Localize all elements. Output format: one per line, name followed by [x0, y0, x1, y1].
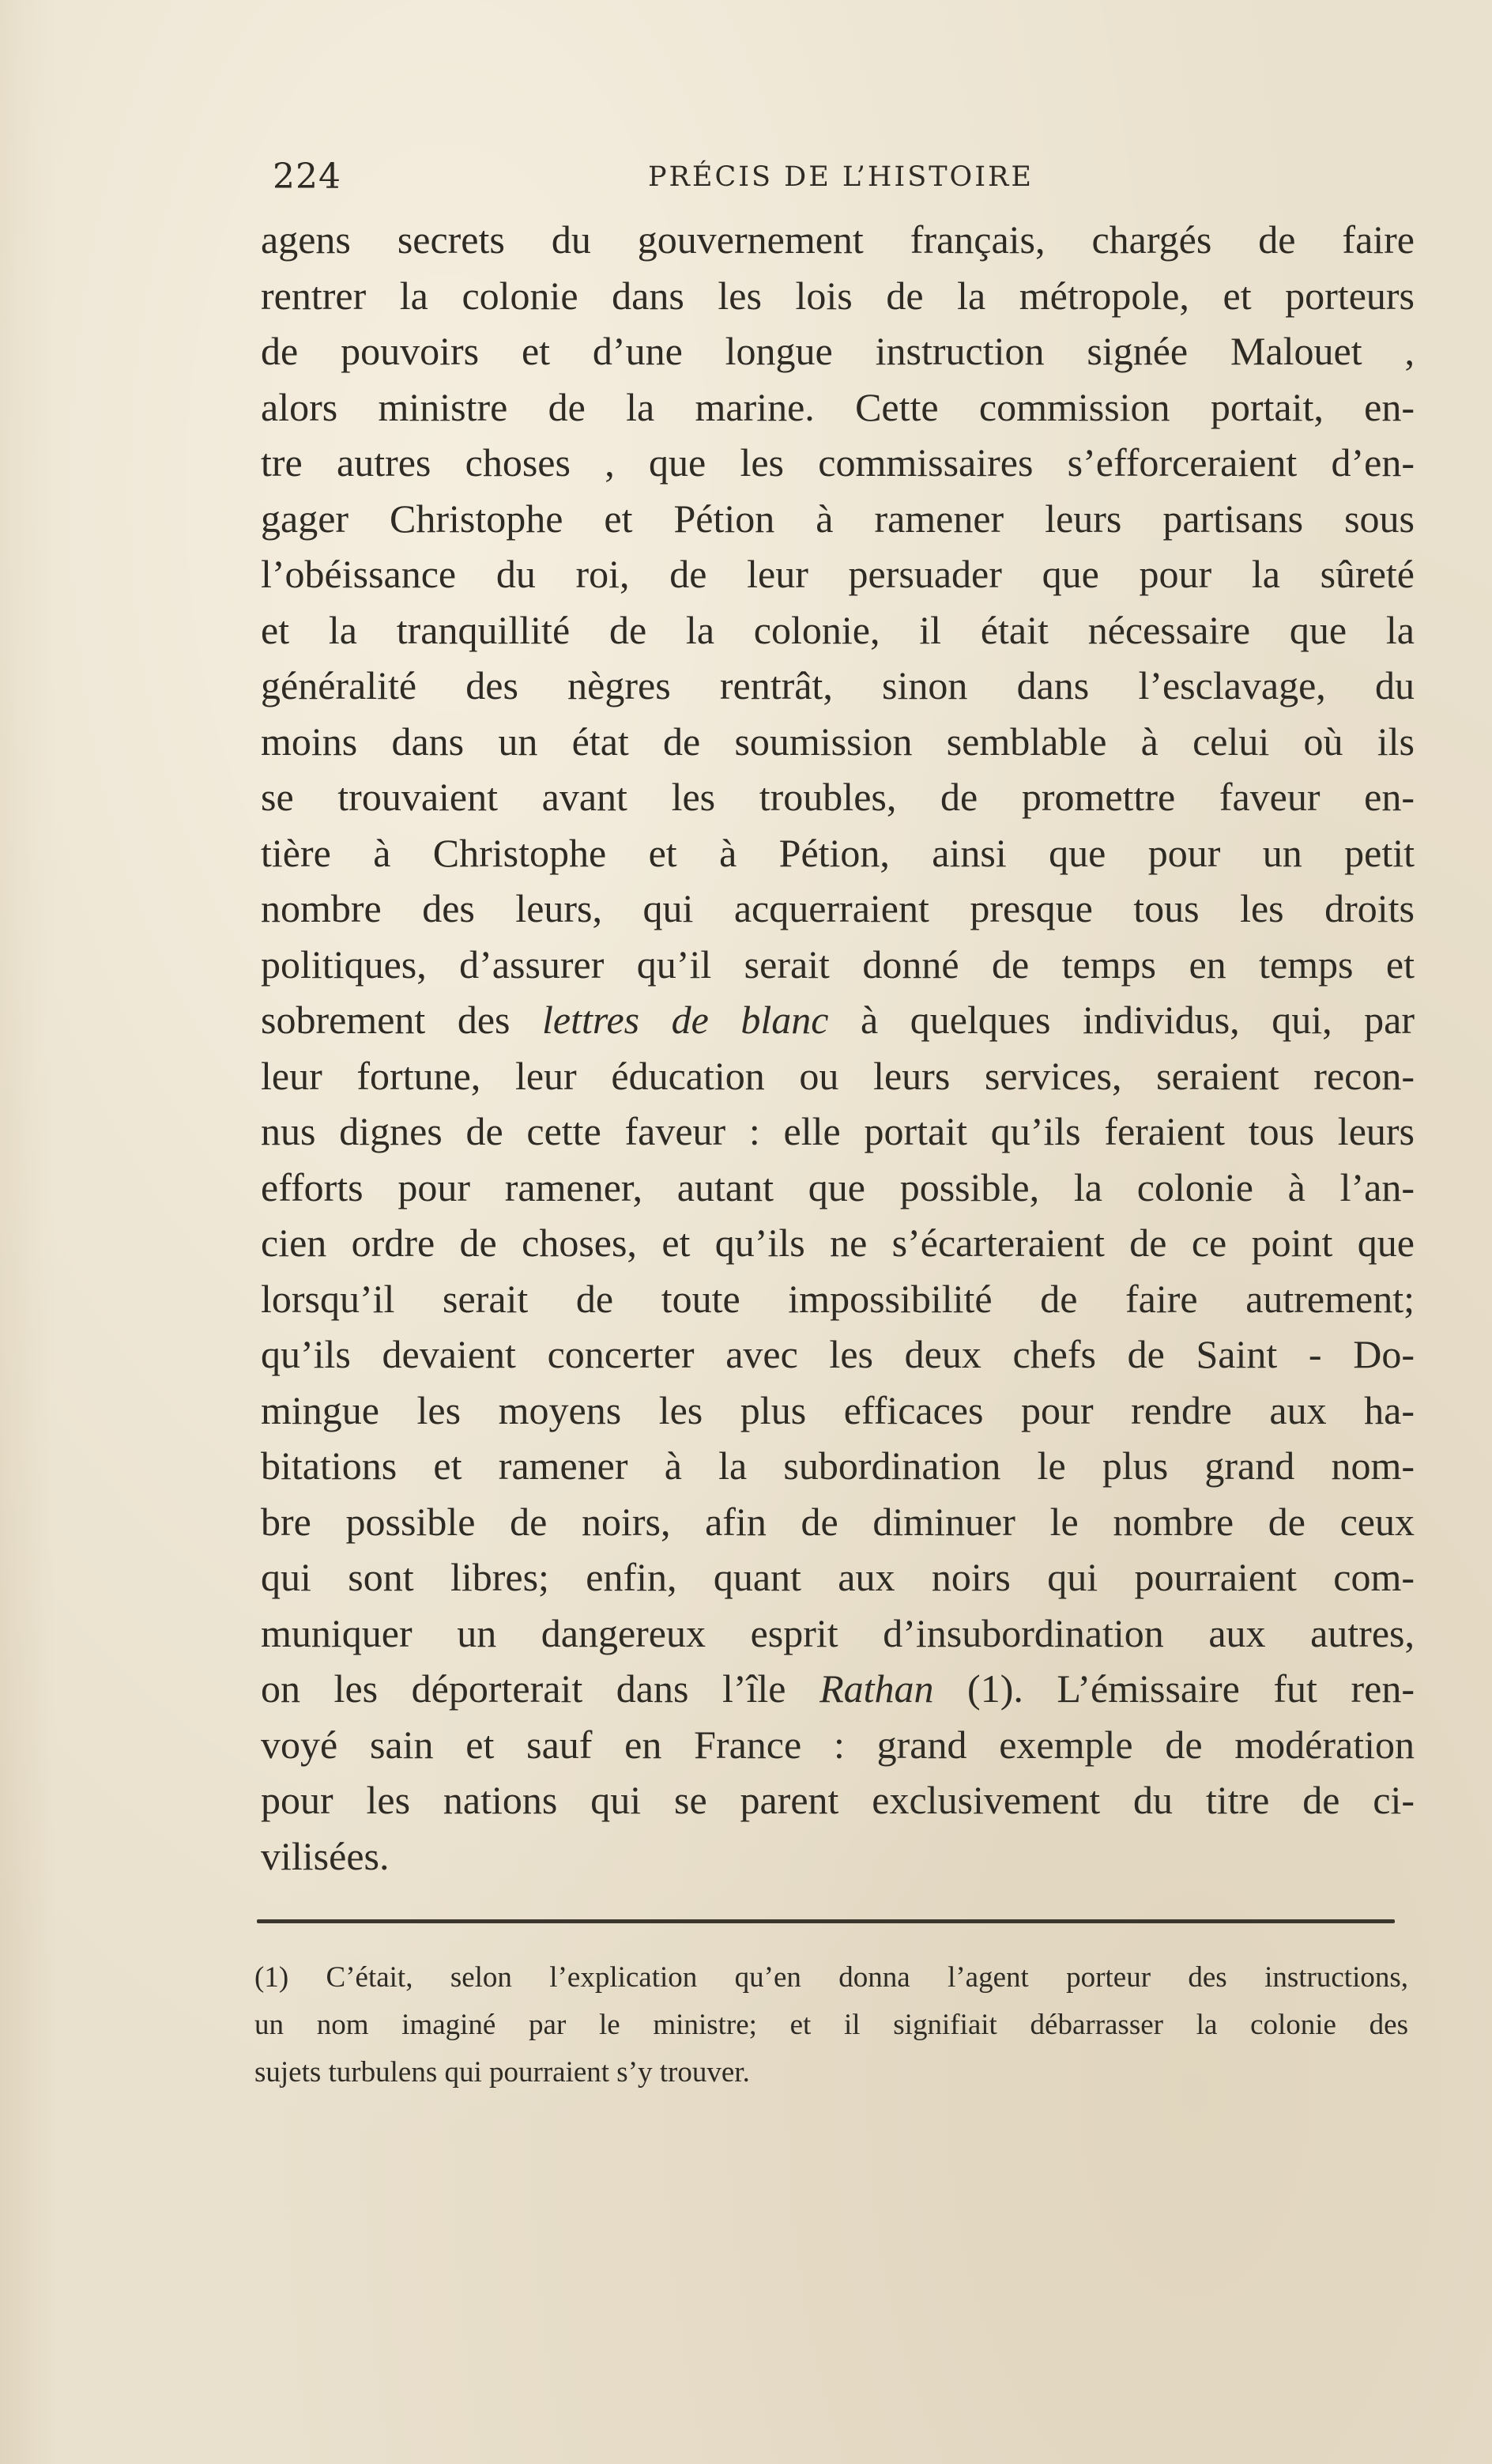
body-line: lorsqu’il serait de toute impossibilité de faire autrement;: [261, 1276, 1415, 1321]
italic-phrase: lettres de blanc: [542, 998, 829, 1042]
body-line: qui sont libres; enfin, quant aux noirs qui pourraient com-: [261, 1555, 1415, 1599]
body-line: tière à Christophe et à Pétion, ainsi que pour un petit: [261, 830, 1415, 875]
body-line: vilisées.: [261, 1833, 390, 1878]
body-text: [261, 212, 1415, 1884]
body-line: muniquer un dangereux esprit d’insubordination aux autres,: [261, 1610, 1415, 1655]
footnote-separator: [257, 1919, 1395, 1923]
body-line: mingue les moyens les plus efficaces pour rendre aux ha-: [261, 1387, 1415, 1432]
body-line: rentrer la colonie dans les lois de la métropole, et porteurs: [261, 273, 1415, 318]
body-line: de pouvoirs et d’une longue instruction signée Malouet ,: [261, 329, 1415, 373]
body-line: qu’ils devaient concerter avec les deux chefs de Saint - Do-: [261, 1332, 1415, 1376]
footnote-line: (1) C’était, selon l’explication qu’en donna l’agent porteur des instructions,: [254, 1961, 1408, 1994]
body-line: [261, 992, 1415, 1048]
page-number: 224: [273, 157, 341, 197]
body-line: l’obéissance du roi, de leur persuader que pour la sûreté: [261, 552, 1415, 596]
body-line: et la tranquillité de la colonie, il était nécessaire que la: [261, 607, 1415, 652]
body-line: se trouvaient avant les troubles, de promettre faveur en-: [261, 775, 1415, 819]
body-line: généralité des nègres rentrât, sinon dans l’esclavage, du: [261, 663, 1415, 708]
body-line-text: sobrement des: [261, 998, 543, 1042]
body-line: leur fortune, leur éducation ou leurs services, seraient recon-: [261, 1053, 1415, 1098]
body-line: bre possible de noirs, afin de diminuer le nombre de ceux: [261, 1499, 1415, 1544]
body-line: tre autres choses , que les commissaires s’efforceraient d’en-: [261, 440, 1415, 485]
body-line: agens secrets du gouvernement français, chargés de faire: [261, 217, 1415, 262]
body-line: alors ministre de la marine. Cette commission portait, en-: [261, 384, 1415, 429]
body-line: politiques, d’assurer qu’il serait donné de temps en temps et: [261, 941, 1415, 987]
body-line-text: (1). L’émissaire fut ren-: [933, 1666, 1415, 1711]
body-line: bitations et ramener à la subordination le plus grand nom-: [261, 1443, 1415, 1488]
body-line: nus dignes de cette faveur : elle portait qu’ils feraient tous leurs: [261, 1109, 1415, 1153]
body-line: moins dans un état de soumission semblable à celui où ils: [261, 719, 1415, 764]
body-line: cien ordre de choses, et qu’ils ne s’écarteraient de ce point que: [261, 1221, 1415, 1265]
italic-phrase: Rathan: [819, 1666, 934, 1711]
body-line: [261, 1661, 1415, 1717]
running-head: PRÉCIS DE L’HISTOIRE: [648, 161, 1034, 193]
body-line-text: à quelques individus, qui, par: [828, 998, 1415, 1042]
body-line: voyé sain et sauf en France : grand exemple de modération: [261, 1722, 1415, 1767]
page-header: [273, 157, 1415, 201]
body-line: nombre des leurs, qui acquerraient presque tous les droits: [261, 886, 1415, 930]
body-line: efforts pour ramener, autant que possible, la colonie à l’an-: [261, 1164, 1415, 1209]
body-line-text: on les déporterait dans l’île: [261, 1666, 820, 1711]
body-line: pour les nations qui se parent exclusivement du titre de ci-: [261, 1778, 1415, 1822]
body-line: gager Christophe et Pétion à ramener leurs partisans sous: [261, 496, 1415, 541]
footnote: [254, 1954, 1408, 2096]
footnote-line: un nom imaginé par le ministre; et il signifiait débarrasser la colonie des: [254, 2009, 1408, 2041]
footnote-line: sujets turbulens qui pourraient s’y trouver.: [254, 2056, 750, 2089]
